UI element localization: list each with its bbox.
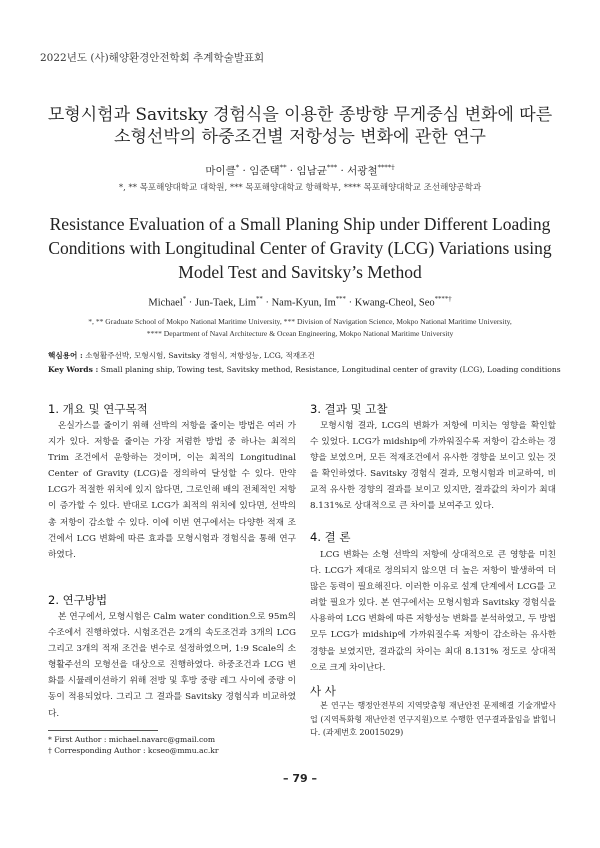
keywords-korean-label: 핵심용어 : <box>48 351 83 360</box>
section-4-title: 4. 결 론 <box>310 530 351 544</box>
footnotes <box>48 734 218 756</box>
footnote-divider <box>48 730 158 731</box>
conference-header: 2022년도 (사)해양환경안전학회 추계학술발표회 <box>40 52 265 64</box>
korean-authors <box>0 163 600 178</box>
english-title-line-1: Resistance Evaluation of a Small Planing Ship under Different Loading <box>49 214 551 234</box>
section-2-body <box>48 609 296 722</box>
keywords-korean-text: 소형활주선박, 모형시험, Savitsky 경험식, 저항성능, LCG, 적재조건 <box>82 351 315 360</box>
section-1-title: 1. 개요 및 연구목적 <box>48 402 148 416</box>
author-2-ko: 임준택 <box>249 165 280 177</box>
section-3-body <box>310 418 556 515</box>
korean-title-line-1: 모형시험과 Savitsky 경험식을 이용한 종방향 무게중심 변화에 따른 <box>47 105 553 125</box>
acknowledgment-title: 사 사 <box>310 684 336 698</box>
author-2-en: Jun-Taek, Lim <box>194 297 257 309</box>
acknowledgment-body <box>310 699 556 740</box>
english-affiliations <box>0 316 600 340</box>
author-3-en-mark: *** <box>335 296 346 303</box>
keywords-english-text: Small planing ship, Towing test, Savitsky method, Resistance, Longitudinal center of gravity (LCG), Loading conditions <box>98 365 561 374</box>
korean-affiliations: *, ** 목포해양대학교 대학원, *** 목포해양대학교 항해학부, **** 목포해양대학교 조선해양공학과 <box>118 183 482 193</box>
english-affiliations-line-2: **** Department of Naval Architecture & Ocean Engineering, Mokpo National Maritime University <box>146 329 454 338</box>
keywords-english <box>48 365 561 374</box>
keywords-english-label: Key Words : <box>48 365 99 374</box>
acknowledgment-paragraph: 본 연구는 행정안전부의 지역맞춤형 재난안전 문제해결 기술개발사업 (지역특화형 재난안전 연구지원)으로 수행한 연구결과물임을 밝힙니다. (과제번호 20015029) <box>310 701 556 737</box>
english-title <box>0 212 600 284</box>
author-3-ko: 임남균 <box>296 165 327 177</box>
author-4-en-mark: ****† <box>434 296 452 303</box>
english-title-line-2: Conditions with Longitudinal Center of Gravity (LCG) Variations using <box>48 238 552 258</box>
author-1-ko: 마이클 <box>205 165 236 177</box>
author-1-ko-mark: * <box>235 163 240 172</box>
section-4-body <box>310 547 556 676</box>
section-1-body <box>48 418 296 563</box>
author-3-en: Nam-Kyun, Im <box>271 297 336 309</box>
author-1-en: Michael <box>148 297 183 309</box>
author-sep: · <box>186 297 195 309</box>
author-sep: · <box>239 165 250 177</box>
author-4-ko: 서광철 <box>347 165 378 177</box>
english-affiliations-line-1: *, ** Graduate School of Mokpo National Maritime University, *** Division of Navigation Science, Mokpo National Maritime University, <box>88 317 512 326</box>
section-3-paragraph: 모형시험 결과, LCG의 변화가 저항에 미치는 영향을 확인할 수 있었다. LCG가 midship에 가까워질수록 저항이 감소하는 경향을 보였으며, 모든 적재조건에서 유사한 경향을 보이고 있는 것을 확인하였다. Savitsky 경험식 결과, 모형시험과 비교하여, 비교적 유사한 경향의 결과를 보이고 있지만, 결과값의 차이가 최대 8.131%로 상대적으로 큰 차이를 보여주고 있다. <box>310 421 556 512</box>
section-4-paragraph: LCG 변화는 소형 선박의 저항에 상대적으로 큰 영향을 미친다. LCG가 제대로 정의되지 않으면 더 높은 저항이 발생하여 더 많은 동력이 필요해진다. 이러한 이유로 설계 단계에서 LCG를 고려할 필요가 있다. 본 연구에서는 모형시험과 Savitsky 경험식을 사용하여 LCG 변화에 따른 저항성능 변화를 분석하였고, 두 방법 모두 LCG가 midship에 가까워질수록 저항이 감소하는 유사한 경향을 보였지만, 결과값의 차이는 최대 8.131% 정도로 상대적으로 크게 차이난다. <box>310 550 556 673</box>
author-sep: · <box>286 165 297 177</box>
english-title-line-3: Model Test and Savitsky’s Method <box>178 262 422 282</box>
author-4-ko-mark: ****† <box>377 163 395 172</box>
author-sep: · <box>262 297 272 309</box>
footnote-corresponding-author: † Corresponding Author : kcseo@mmu.ac.kr <box>48 746 219 755</box>
keywords-korean <box>48 350 315 361</box>
page-number: – 79 – <box>283 772 317 785</box>
korean-title <box>0 104 600 148</box>
author-2-ko-mark: ** <box>279 163 287 172</box>
korean-title-line-2: 소형선박의 하중조건별 저항성능 변화에 관한 연구 <box>114 127 486 147</box>
author-2-en-mark: ** <box>256 296 263 303</box>
section-3-title: 3. 결과 및 고찰 <box>310 402 388 416</box>
author-sep: · <box>345 297 355 309</box>
section-2-title: 2. 연구방법 <box>48 593 108 607</box>
author-sep: · <box>337 165 348 177</box>
footnote-first-author: * First Author : michael.navarc@gmail.com <box>48 735 216 744</box>
author-1-en-mark: * <box>182 296 187 303</box>
section-1-paragraph: 온실가스를 줄이기 위해 선박의 저항을 줄이는 방법은 여러 가지가 있다. 저항을 줄이는 가장 저렴한 방법 중 하나는 최적의 Trim 조건에서 운항하는 것이며, 이는 최적의 Longitudinal Center of Gravity (LCG)을 정의하여 달성할 수 있다. 만약 LCG가 적절한 위치에 있지 않다면, 그로인해 배의 전체적인 저항이 증가할 수 있다. 반대로 LCG가 최적의 위치에 있다면, 선박의 총 저항이 감소할 수 있다. 이에 이번 연구에서는 다양한 적재 조건에서 LCG 변화에 따른 효과를 모형시험과 경험식을 통해 연구하였다. <box>48 421 296 560</box>
english-authors <box>0 296 600 309</box>
author-4-en: Kwang-Cheol, Seo <box>354 297 435 309</box>
section-2-paragraph: 본 연구에서, 모형시험은 Calm water condition으로 95m의 수조에서 진행하였다. 시험조건은 2개의 속도조건과 3개의 LCG 그리고 3개의 적재 조건을 변수로 설정하였으며, 1:9 Scale의 소형활주선의 모형선을 대상으로 진행하였다. 하중조건과 LCG 변화를 시뮬레이션하기 위해 전방 및 후방 중량 레그 사이에 중량 이동이 적용되었다. 그리고 그 결과를 Savitsky 경험식과 비교하였다. <box>48 612 296 719</box>
author-3-ko-mark: *** <box>326 163 338 172</box>
